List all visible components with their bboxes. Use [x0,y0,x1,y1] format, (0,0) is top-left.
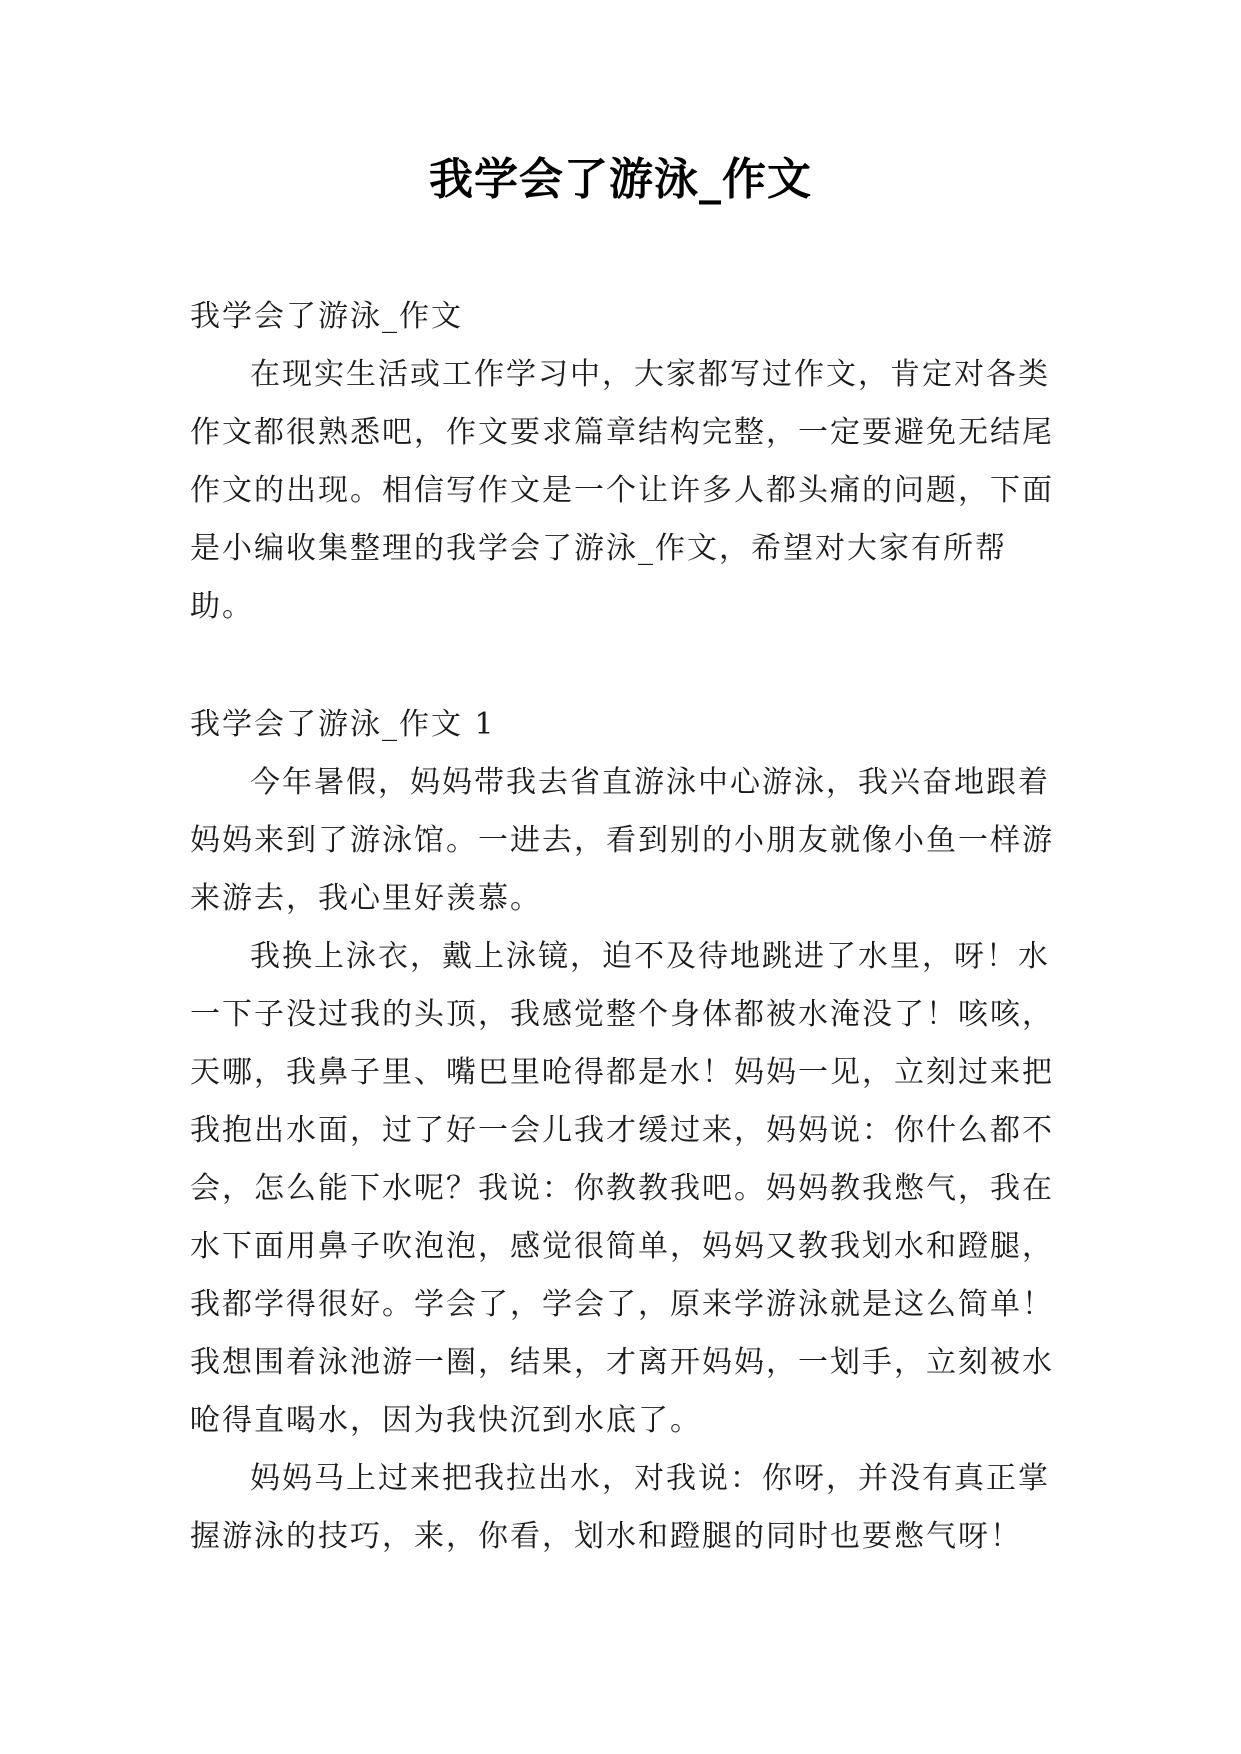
section-heading-essay-1: 我学会了游泳_作文 1 [190,707,496,742]
essay-paragraph-2: 我换上泳衣，戴上泳镜，迫不及待地跳进了水里，呀！水一下子没过我的头顶，我感觉整个身体都被水淹没了！咳咳，天哪，我鼻子里、嘴巴里呛得都是水！妈妈一见，立刻过来把我抱出水面，过了好一会儿我才缓过来，妈妈说：你什么都不会，怎么能下水呢？我说：你教教我吧。妈妈教我憋气，我在水下面用鼻子吹泡泡，感觉很简单，妈妈又教我划水和蹬腿，我都学得很好。学会了，学会了，原来学游泳就是这么简单！我想围着泳池游一圈，结果，才离开妈妈，一划手，立刻被水呛得直喝水，因为我快沉到水底了。 [190,939,1054,1438]
essay-paragraph-1: 今年暑假，妈妈带我去省直游泳中心游泳，我兴奋地跟着妈妈来到了游泳馆。一进去，看到别的小朋友就像小鱼一样游来游去，我心里好羡慕。 [190,765,1054,916]
document-body [190,288,1060,1566]
document-title: 我学会了游泳_作文 [429,154,812,205]
essay-paragraph-3: 妈妈马上过来把我拉出水，对我说：你呀，并没有真正掌握游泳的技巧，来，你看，划水和蹬腿的同时也要憋气呀！ [190,1461,1050,1554]
intro-paragraph: 在现实生活或工作学习中，大家都写过作文，肯定对各类作文都很熟悉吧，作文要求篇章结构完整，一定要避免无结尾作文的出现。相信写作文是一个让许多人都头痛的问题，下面是小编收集整理的我学会了游泳_作文，希望对大家有所帮助。 [190,357,1054,624]
section-heading-intro: 我学会了游泳_作文 [190,299,463,334]
section-spacer [190,636,1060,696]
